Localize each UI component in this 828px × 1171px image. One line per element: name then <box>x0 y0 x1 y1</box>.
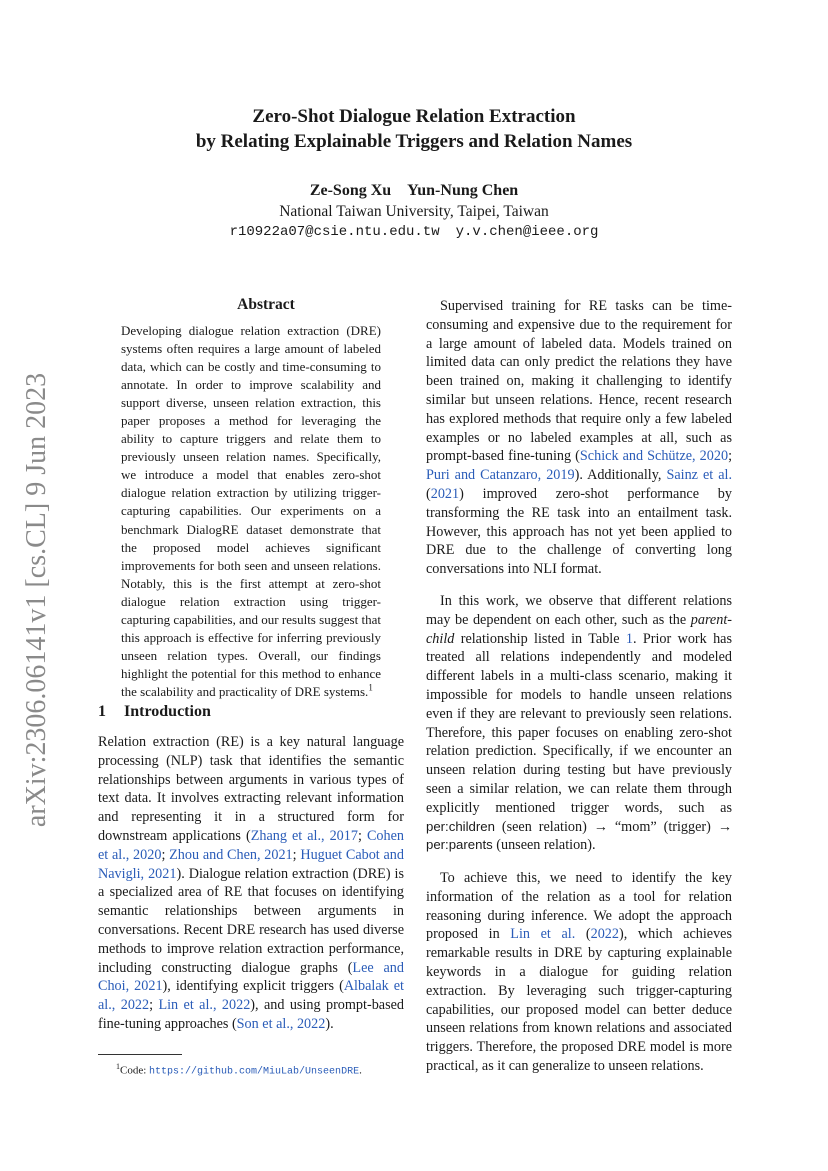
citation-link[interactable]: Lee and Choi, 2021 <box>98 959 404 995</box>
abstract-footnote-mark: 1 <box>368 682 373 693</box>
text-run: In this work, we observe that different relations may be dependent on each other, such as the <box>426 593 732 628</box>
citation-link[interactable]: Zhou and Chen, 2021 <box>169 846 293 863</box>
intro-paragraph-4: To achieve this, we need to identify the key information of the relation as a tool for relation reasoning during inference. We adopt the approach proposed in Lin et al. (2022), which achieves remarkable results in DRE by capturing explainable keywords in a dialogue for guiding relation extraction. By leveraging such trigger-capturing capabilities, our proposed model can better deduce unseen relations from known relations and associated triggers. Therefore, the proposed DRE model is more practical, as it can generalize to unseen relations. <box>426 870 732 1074</box>
footnote <box>98 1060 404 1080</box>
text-run: . Prior work has treated all relations independently and modeled different labels in a multi-class scenario, making it impossible for models to handle unseen relations even if they are relevant to previously seen relations. Therefore, this paper focuses on enabling zero-shot relation prediction. Specifically, if we encounter an unseen relation during testing but have previously seen a similar relation, we can relate them through explicitly mentioned trigger words, such as <box>426 630 732 816</box>
email-2: y.v.chen@ieee.org <box>455 224 599 240</box>
section-heading-introduction <box>98 702 211 722</box>
code-url-link[interactable]: https://github.com/MiuLab/UnseenDRE <box>149 1066 360 1078</box>
citation-link[interactable]: Puri and Catanzaro, 2019 <box>426 467 575 484</box>
footnote-rule <box>98 1054 182 1055</box>
text-run: ), identifying explicit triggers ( <box>162 978 344 995</box>
text-run: relationship listed in Table <box>454 630 626 647</box>
author-2: Yun-Nung Chen <box>407 182 519 199</box>
text-run: (seen relation) → “mom” (trigger) → <box>501 818 733 835</box>
relation-label: per:parents <box>426 837 493 853</box>
section-title: Introduction <box>124 703 211 720</box>
text-run: ), and using prompt-based fine-tuning approaches ( <box>98 997 404 1032</box>
citation-link[interactable]: Zhang et al., 2017 <box>250 827 358 844</box>
citation-link[interactable]: Lin et al. <box>510 926 576 943</box>
citation-year-link[interactable]: 2022 <box>590 926 619 943</box>
citation-year-link[interactable]: 2021 <box>430 485 460 502</box>
intro-paragraph-2: Supervised training for RE tasks can be time-consuming and expensive due to the requirement for a large amount of labeled data. Models trained on limited data can only predict the relations they have been trained on, making it challenging to identify similar but unseen relations. Hence, recent research has explored methods that require only a few labeled examples or no labeled examples at all, such as prompt-based fine-tuning (Schick and Schütze, 2020; Puri and Catanzaro, 2019). Additionally, Sainz et al. (2021) improved zero-shot performance by transforming the RE task into an entailment task. However, this approach has not yet been applied to DRE due to the challenge of converting long conversations into NLI format. <box>426 298 733 578</box>
relation-label: per:children <box>426 818 495 834</box>
title-line-1: Zero-Shot Dialogue Relation Extraction <box>252 106 576 127</box>
text-run: improved zero-shot performance by transforming the RE task into an entailment task. However, this approach has not yet been applied to DRE due to the challenge of converting long conversations into NLI format. <box>426 485 732 578</box>
citation-link[interactable]: Sainz et al. <box>666 467 733 484</box>
text-run: ). Dialogue relation extraction (DRE) is a specialized area of RE that focuses on identifying semantic relationships between arguments in conversations. Recent DRE research has used diverse methods to improve relation extraction performance, including constructing dialogue graphs ( <box>98 865 404 976</box>
authors <box>0 180 828 202</box>
emails <box>0 222 828 242</box>
affiliation: National Taiwan University, Taipei, Taiwan <box>279 203 549 220</box>
citation-link[interactable]: Cohen et al., 2020 <box>98 827 404 863</box>
citation-link[interactable]: Lin et al., 2022 <box>158 997 251 1014</box>
citation-link[interactable]: Schick and Schütze, 2020 <box>579 448 729 465</box>
text-run: Relation extraction (RE) is a key natural language processing (NLP) task that identifies the semantic relationships between arguments in various types of text data. It involves extracting relevant information and representing it in a structured form for downstream applications ( <box>98 734 404 844</box>
title-line-2: by Relating Explainable Triggers and Relation Names <box>195 131 633 152</box>
arxiv-stamp: arXiv:2306.06141v1 [cs.CL] 9 Jun 2023 <box>21 372 52 828</box>
footnote-mark: 1 <box>116 1062 120 1071</box>
abstract-body <box>121 322 381 701</box>
table-ref-link[interactable]: 1 <box>625 630 633 647</box>
footnote-label: Code: <box>120 1064 150 1077</box>
text-run: To achieve this, we need to identify the key information of the relation as a tool for relation reasoning during inference. We adopt the approach proposed in <box>426 870 732 943</box>
abstract-heading: Abstract <box>237 296 295 313</box>
emphasis: parent-child <box>426 611 732 647</box>
text-run: (unseen relation). <box>496 837 596 854</box>
text-run: Supervised training for RE tasks can be time-consuming and expensive due to the requirement for a large amount of labeled data. Models trained on limited data can only predict the relations they have been trained on, making it challenging to identify similar but unseen relations. Hence, recent research has explored methods that require only a few labeled examples or no labeled examples at all, such as prompt-based fine-tuning ( <box>426 298 732 465</box>
citation-link[interactable]: Huguet Cabot and Navigli, 2021 <box>98 846 404 882</box>
text-run: ). Additionally, <box>574 467 667 484</box>
text-run: . <box>359 1064 362 1077</box>
section-number: 1 <box>98 703 106 720</box>
author-1: Ze-Song Xu <box>309 182 392 199</box>
intro-paragraph-1: Relation extraction (RE) is a key natural language processing (NLP) task that identifies the semantic relationships between arguments in various types of text data. It involves extracting relevant information and representing it in a structured form for downstream applications (Zhang et al., 2017; Cohen et al., 2020; Zhou and Chen, 2021; Huguet Cabot and Navigli, 2021). Dialogue relation extraction (DRE) is a specialized area of RE that focuses on identifying semantic relationships between arguments in conversations. Recent DRE research has used diverse methods to improve relation extraction performance, including constructing dialogue graphs (Lee and Choi, 2021), identifying explicit triggers (Albalak et al., 2022; Lin et al., 2022), and using prompt-based fine-tuning approaches (Son et al., 2022). <box>98 734 404 1032</box>
abstract-text: Developing dialogue relation extraction (DRE) systems often requires a large amount of labeled data, which can be costly and time-consuming to annotate. In order to improve scalability and support diverse, unseen relation extraction, this paper proposes a method for leveraging the ability to capture triggers and relate them to previously unseen relation names. Specifically, we introduce a model that enables zero-shot dialogue relation extraction by utilizing trigger-capturing capabilities. Our experiments on a benchmark DialogRE dataset demonstrate that the proposed model achieves significant improvements for both seen and unseen relations. Notably, this is the first attempt at zero-shot dialogue relation extraction using trigger-capturing capabilities, and our results suggest that this approach is effective for inferring previously unseen relation types. Overall, our findings highlight the potential for this method to enhance the scalability and practicality of DRE systems. <box>121 323 381 699</box>
paper-title <box>0 104 828 154</box>
citation-link[interactable]: Albalak et al., 2022 <box>98 978 404 1014</box>
citation-link[interactable]: Son et al., 2022 <box>236 1015 326 1032</box>
text-run: ). <box>325 1015 334 1032</box>
text-run: , which achieves remarkable results in DRE by capturing explainable keywords in a dialogue for guiding relation extraction. By leveraging such trigger-capturing capabilities, our proposed model can better deduce unseen relations from known relations and associated triggers. Therefore, the proposed DRE model is more practical, as it can generalize to unseen relations. <box>426 926 732 1074</box>
intro-paragraph-3 <box>426 592 732 855</box>
email-1: r10922a07@csie.ntu.edu.tw <box>229 224 440 240</box>
